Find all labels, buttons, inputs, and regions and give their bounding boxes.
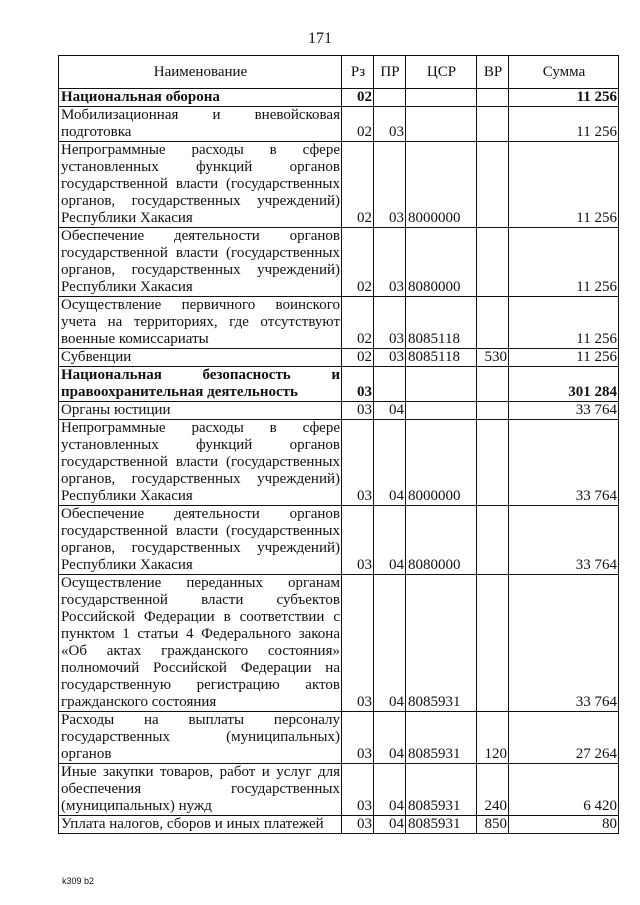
cell-sum: 11 256 — [509, 349, 619, 367]
cell-vr — [477, 402, 509, 420]
cell-name: Субвенции — [59, 349, 342, 367]
table-row — [59, 89, 619, 107]
cell-rz: 02 — [342, 228, 374, 297]
header-sum: Сумма — [509, 56, 619, 89]
cell-vr — [477, 297, 509, 349]
cell-rz: 02 — [342, 89, 374, 107]
cell-csr: 8085931 — [406, 764, 477, 816]
cell-vr — [477, 420, 509, 506]
table-row — [59, 402, 619, 420]
cell-vr — [477, 89, 509, 107]
cell-vr — [477, 575, 509, 712]
cell-csr: 8085931 — [406, 816, 477, 834]
cell-sum: 301 284 — [509, 367, 619, 402]
cell-rz: 03 — [342, 712, 374, 764]
table-row — [59, 764, 619, 816]
cell-rz: 03 — [342, 506, 374, 575]
cell-name: Непрограммные расходы в сфере установленных функций органов государственной власти (государственных органов, государственных учреждений) Республики Хакасия — [59, 420, 342, 506]
cell-sum: 27 264 — [509, 712, 619, 764]
cell-pr: 04 — [374, 764, 406, 816]
cell-rz: 03 — [342, 420, 374, 506]
table-row — [59, 712, 619, 764]
cell-csr — [406, 89, 477, 107]
cell-name: Национальная безопасность и правоохранительная деятельность — [59, 367, 342, 402]
cell-rz: 03 — [342, 367, 374, 402]
table-row — [59, 420, 619, 506]
cell-rz: 02 — [342, 107, 374, 142]
cell-csr — [406, 107, 477, 142]
page-number: 171 — [308, 30, 332, 47]
cell-pr: 04 — [374, 420, 406, 506]
table-row — [59, 349, 619, 367]
cell-vr: 240 — [477, 764, 509, 816]
cell-vr: 850 — [477, 816, 509, 834]
cell-vr — [477, 228, 509, 297]
cell-pr: 04 — [374, 506, 406, 575]
cell-rz: 02 — [342, 349, 374, 367]
cell-rz: 03 — [342, 402, 374, 420]
cell-vr — [477, 506, 509, 575]
cell-csr: 8000000 — [406, 420, 477, 506]
cell-name: Обеспечение деятельности органов государственной власти (государственных органов, государственных учреждений) Республики Хакасия — [59, 506, 342, 575]
cell-pr: 03 — [374, 142, 406, 228]
footer-code: k309 b2 — [62, 876, 95, 886]
cell-pr — [374, 367, 406, 402]
cell-name: Мобилизационная и вневойсковая подготовка — [59, 107, 342, 142]
cell-sum: 33 764 — [509, 506, 619, 575]
cell-sum: 11 256 — [509, 297, 619, 349]
cell-name: Осуществление переданных органам государственной власти субъектов Российской Федерации в соответствии с пунктом 1 статьи 4 Федерального закона «Об актах гражданского состояния» полномочий Российской Федерации на государственную регистрацию актов гражданского состояния — [59, 575, 342, 712]
cell-rz: 03 — [342, 764, 374, 816]
cell-sum: 11 256 — [509, 89, 619, 107]
header-name: Наименование — [59, 56, 342, 89]
cell-pr: 04 — [374, 402, 406, 420]
cell-vr — [477, 107, 509, 142]
cell-rz: 03 — [342, 575, 374, 712]
cell-sum: 33 764 — [509, 420, 619, 506]
cell-sum: 11 256 — [509, 107, 619, 142]
header-vr: ВР — [477, 56, 509, 89]
table-row — [59, 367, 619, 402]
cell-csr: 8000000 — [406, 142, 477, 228]
budget-table — [58, 55, 619, 834]
cell-vr: 530 — [477, 349, 509, 367]
cell-name: Органы юстиции — [59, 402, 342, 420]
cell-rz: 02 — [342, 142, 374, 228]
cell-vr — [477, 142, 509, 228]
table-row — [59, 816, 619, 834]
cell-sum: 11 256 — [509, 142, 619, 228]
header-csr: ЦСР — [406, 56, 477, 89]
cell-pr: 03 — [374, 107, 406, 142]
cell-sum: 11 256 — [509, 228, 619, 297]
table-row — [59, 228, 619, 297]
header-pr: ПР — [374, 56, 406, 89]
cell-pr: 04 — [374, 712, 406, 764]
table-row — [59, 575, 619, 712]
cell-name: Обеспечение деятельности органов государственной власти (государственных органов, государственных учреждений) Республики Хакасия — [59, 228, 342, 297]
cell-sum: 33 764 — [509, 402, 619, 420]
cell-csr: 8085931 — [406, 712, 477, 764]
cell-name: Уплата налогов, сборов и иных платежей — [59, 816, 342, 834]
cell-name: Национальная оборона — [59, 89, 342, 107]
cell-pr: 03 — [374, 349, 406, 367]
cell-pr: 04 — [374, 816, 406, 834]
table-row — [59, 506, 619, 575]
cell-rz: 03 — [342, 816, 374, 834]
cell-name: Иные закупки товаров, работ и услуг для обеспечения государственных (муниципальных) нужд — [59, 764, 342, 816]
cell-name: Расходы на выплаты персоналу государственных (муниципальных) органов — [59, 712, 342, 764]
cell-csr: 8085118 — [406, 297, 477, 349]
cell-pr: 03 — [374, 228, 406, 297]
cell-rz: 02 — [342, 297, 374, 349]
cell-csr — [406, 402, 477, 420]
cell-csr — [406, 367, 477, 402]
cell-csr: 8085118 — [406, 349, 477, 367]
cell-sum: 80 — [509, 816, 619, 834]
table-row — [59, 107, 619, 142]
cell-pr — [374, 89, 406, 107]
cell-name: Осуществление первичного воинского учета на территориях, где отсутствуют военные комиссариаты — [59, 297, 342, 349]
cell-pr: 04 — [374, 575, 406, 712]
cell-name: Непрограммные расходы в сфере установленных функций органов государственной власти (государственных органов, государственных учреждений) Республики Хакасия — [59, 142, 342, 228]
cell-pr: 03 — [374, 297, 406, 349]
table-body — [59, 89, 619, 834]
cell-vr: 120 — [477, 712, 509, 764]
cell-sum: 33 764 — [509, 575, 619, 712]
cell-sum: 6 420 — [509, 764, 619, 816]
cell-csr: 8080000 — [406, 506, 477, 575]
table-row — [59, 297, 619, 349]
table-header-row — [59, 56, 619, 89]
header-rz: Рз — [342, 56, 374, 89]
cell-csr: 8085931 — [406, 575, 477, 712]
cell-csr: 8080000 — [406, 228, 477, 297]
cell-vr — [477, 367, 509, 402]
table-row — [59, 142, 619, 228]
